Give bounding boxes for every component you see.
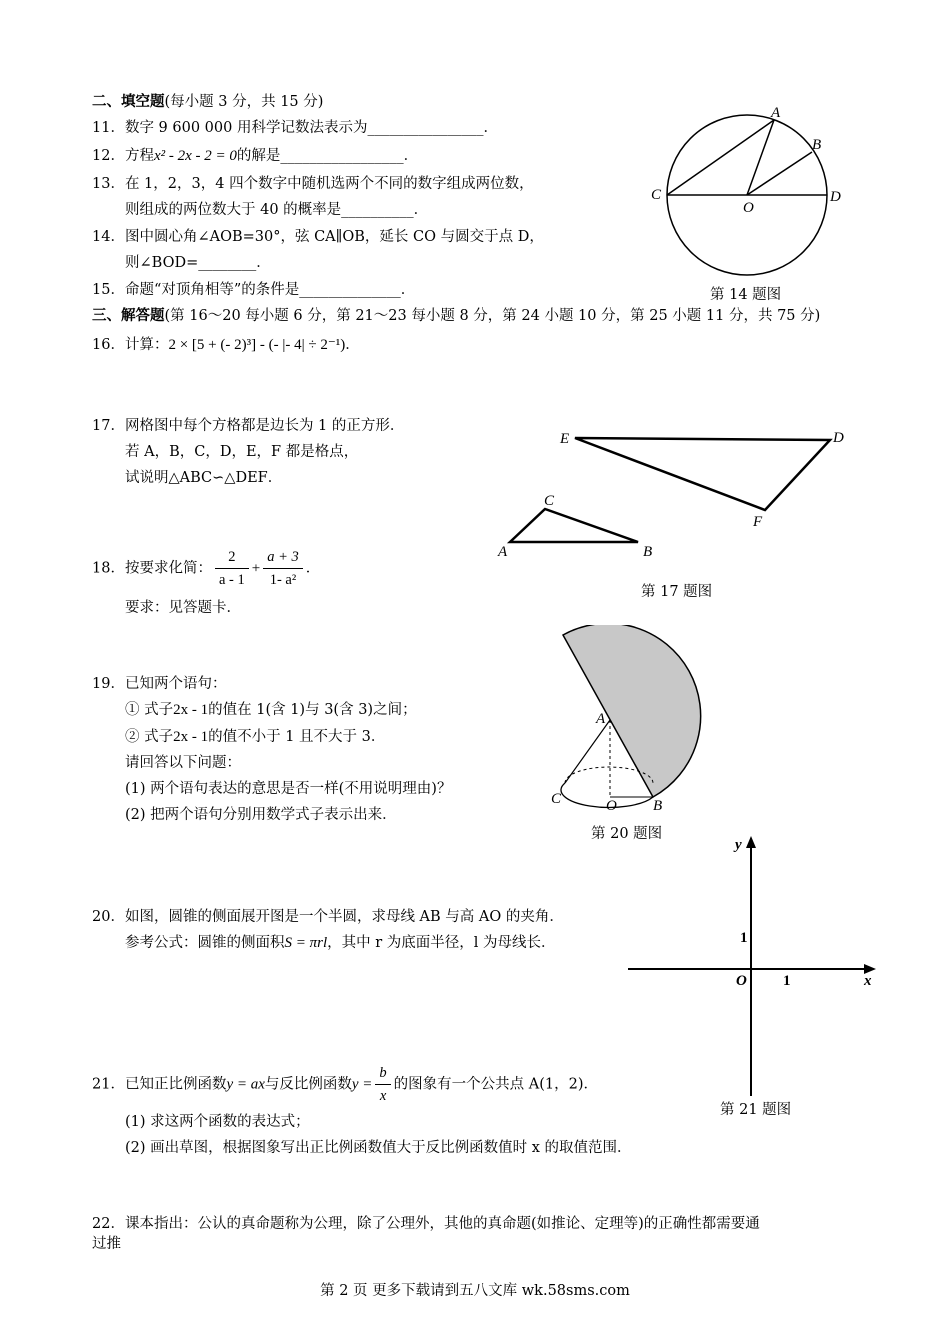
statement-1-prefix: ① 式子 xyxy=(125,702,174,718)
label-c: C xyxy=(551,791,562,807)
figure-14-caption: 第 14 题图 xyxy=(710,287,782,303)
section-2-heading-line xyxy=(92,92,323,112)
statement-2-prefix: ② 式子 xyxy=(125,729,174,745)
triangle-def xyxy=(575,438,830,510)
question-22-line-1: 22．课本指出：公认的真命题称为公理，除了公理外，其他的真命题(如推论、定理等)的正确性都需要通 xyxy=(92,1216,760,1232)
question-20-line-2 xyxy=(125,933,556,953)
statement-1-suffix: 的值在 1(含 1)与 3(含 3)之间； xyxy=(208,702,417,718)
question-13-line-2: 则组成的两位数大于 40 的概率是__________． xyxy=(125,202,429,218)
question-17-line-3: 试说明△ABC∽△DEF． xyxy=(125,470,283,486)
question-22-line-2: 过推 xyxy=(92,1236,121,1252)
question-15: 15．命题“对顶角相等”的条件是______________． xyxy=(92,282,416,298)
label-o: O xyxy=(743,200,754,216)
question-14-line-2: 则∠BOD=________． xyxy=(125,255,271,271)
question-21-prefix: 21．已知正比例函数 xyxy=(92,1076,227,1093)
fraction-2 xyxy=(263,546,303,591)
fraction-1 xyxy=(215,546,249,591)
question-21-middle: 与反比例函数 xyxy=(264,1076,352,1093)
label-d: D xyxy=(833,430,844,446)
figure-21-caption: 第 21 题图 xyxy=(720,1102,792,1118)
figure-14 xyxy=(640,100,850,280)
fraction-1-denominator: a - 1 xyxy=(218,572,245,588)
question-11: 11．数字 9 600 000 用科学记数法表示为________________． xyxy=(92,120,498,136)
question-16 xyxy=(92,335,360,355)
label-o: O xyxy=(606,798,617,814)
question-18 xyxy=(92,546,320,591)
label-y: y xyxy=(735,837,742,853)
question-21-part-2: (2) 画出草图，根据图象写出正比例函数值大于反比例函数值时 x 的取值范围． xyxy=(125,1140,632,1156)
statement-2-suffix: 的值不小于 1 且不大于 3． xyxy=(208,729,386,745)
label-a: A xyxy=(498,544,508,560)
radius-oa xyxy=(747,120,774,195)
fraction-2-denominator: 1- a² xyxy=(269,572,297,588)
label-f: F xyxy=(753,514,763,530)
question-21-suffix: 的图象有一个公共点 A(1，2)． xyxy=(393,1076,599,1093)
figure-17 xyxy=(490,420,860,565)
section-2-heading: 二、填空题 xyxy=(92,93,165,110)
question-12-text: 12．方程 xyxy=(92,148,154,164)
tick-y-1: 1 xyxy=(740,930,748,946)
question-19-line-1: 19．已知两个语句： xyxy=(92,676,227,692)
figure-20-caption: 第 20 题图 xyxy=(591,826,663,842)
fraction-2-numerator: a + 3 xyxy=(263,546,303,569)
label-e: E xyxy=(560,431,570,447)
question-16-end: ． xyxy=(345,337,360,353)
section-3-heading: 三、解答题 xyxy=(92,307,165,324)
question-18-end: ． xyxy=(305,560,321,577)
chord-ca xyxy=(667,120,774,195)
formula-prefix: 参考公式：圆锥的侧面积 xyxy=(125,935,285,951)
label-c: C xyxy=(651,187,662,203)
question-21-line-1 xyxy=(92,1062,598,1107)
statement-2-expression: 2x - 1 xyxy=(173,729,209,745)
question-17-line-1: 17．网格图中每个方格都是边长为 1 的正方形． xyxy=(92,418,405,434)
statement-1-expression: 2x - 1 xyxy=(173,702,209,718)
question-21-part-1: (1) 求这两个函数的表达式； xyxy=(125,1114,310,1130)
question-16-text: 16．计算： xyxy=(92,337,169,353)
figure-17-caption: 第 17 题图 xyxy=(641,584,713,600)
label-a: A xyxy=(771,105,781,121)
tick-x-1: 1 xyxy=(783,973,791,989)
direct-proportion-expression: y = ax xyxy=(226,1076,265,1093)
fraction-numerator-b: b xyxy=(375,1062,390,1085)
label-b: B xyxy=(643,544,653,560)
question-19-part-2: (2) 把两个语句分别用数学式子表示出来． xyxy=(125,807,397,823)
y-axis-arrow xyxy=(746,836,756,848)
question-18-text: 18．按要求化简： xyxy=(92,560,212,577)
formula-expression: S = πrl xyxy=(284,935,328,951)
page-footer: 第 2 页 更多下载请到五八文库 wk.58sms.com xyxy=(320,1283,630,1299)
plus-sign: + xyxy=(251,560,261,577)
inverse-proportion-fraction xyxy=(375,1062,390,1107)
question-13-line-1: 13．在 1，2，3，4 四个数字中随机选两个不同的数字组成两位数， xyxy=(92,176,534,192)
radius-ob xyxy=(747,152,812,195)
label-x: x xyxy=(864,973,872,989)
section-2-note: (每小题 3 分，共 15 分) xyxy=(164,94,324,110)
question-19-part-1: (1) 两个语句表达的意思是否一样(不用说明理由)？ xyxy=(125,781,452,797)
question-18-requirement: 要求：见答题卡． xyxy=(125,600,241,616)
question-16-expression: 2 × [5 + (- 2)³] - (- |- 4| ÷ 2⁻¹) xyxy=(168,337,346,353)
formula-suffix: ，其中 r 为底面半径，l 为母线长． xyxy=(327,935,556,951)
label-b: B xyxy=(653,798,663,814)
fraction-denominator-x: x xyxy=(379,1088,387,1104)
figure-21 xyxy=(620,830,890,1100)
label-origin: O xyxy=(736,973,747,989)
inverse-proportion-lhs: y = xyxy=(351,1076,373,1093)
section-3-note: (第 16～20 每小题 6 分，第 21～23 每小题 8 分，第 24 小题 10 分，第 25 小题 11 分，共 75 分) xyxy=(164,308,821,324)
question-19-statement-1 xyxy=(125,700,417,720)
generatrix-ac xyxy=(565,720,610,783)
figure-20 xyxy=(545,625,715,820)
fraction-1-numerator: 2 xyxy=(215,546,249,569)
semicircle-sector xyxy=(563,625,701,797)
question-17-line-2: 若 A，B，C，D，E，F 都是格点， xyxy=(125,444,359,460)
label-a: A xyxy=(596,711,606,727)
section-3-heading-line xyxy=(92,306,820,326)
question-12-equation: x² - 2x - 2 = 0 xyxy=(153,148,237,164)
question-19-line-4: 请回答以下问题： xyxy=(125,755,241,771)
question-14-line-1: 14．图中圆心角∠AOB=30°，弦 CA∥OB，延长 CO 与圆交于点 D， xyxy=(92,229,544,245)
question-19-statement-2 xyxy=(125,727,385,747)
question-20-line-1: 20．如图，圆锥的侧面展开图是一个半圆，求母线 AB 与高 AO 的夹角． xyxy=(92,909,564,925)
question-12-blank: 的解是_________________． xyxy=(236,148,419,164)
label-b: B xyxy=(812,137,822,153)
label-d: D xyxy=(830,189,841,205)
label-c: C xyxy=(544,493,555,509)
triangle-abc xyxy=(510,509,638,542)
question-12 xyxy=(92,146,418,166)
